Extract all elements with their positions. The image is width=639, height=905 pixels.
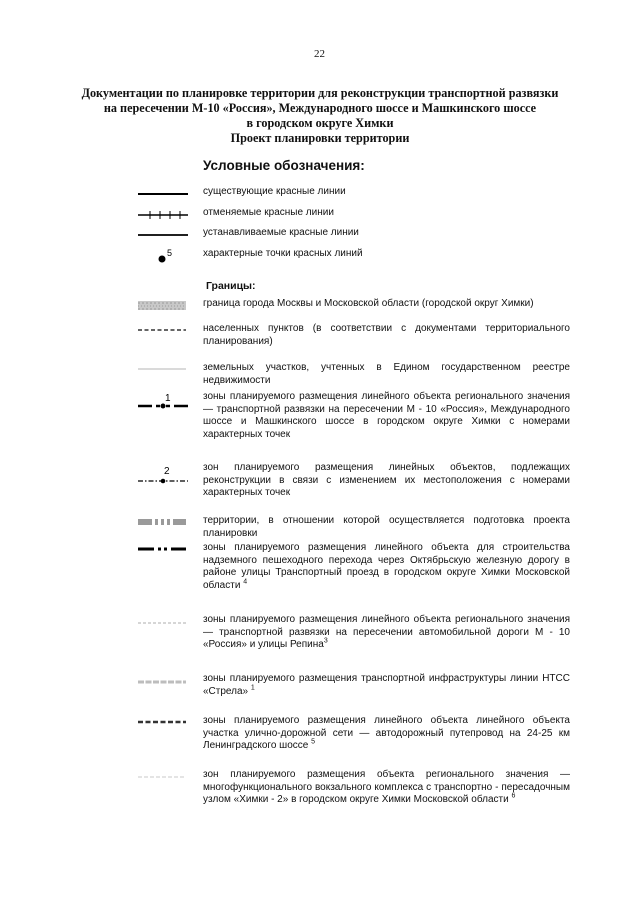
- header-line-1: Документации по планировке территории для реконструкции транспортной развязки: [81, 86, 559, 100]
- legend-item-label: [203, 715, 570, 753]
- dashed-line-icon: [138, 323, 188, 339]
- legend-item-label: [203, 542, 570, 592]
- faint-gray-band-icon: [138, 673, 188, 689]
- legend-item-label: [203, 769, 570, 807]
- very-faint-line-icon: [138, 769, 188, 785]
- dash-dot-marker-icon: [138, 391, 188, 411]
- legend-item-label: [203, 614, 570, 652]
- legend-item-text: зон планируемого размещения объекта регионального значения — многофункционального вокзального комплекса с транспортно - пересадочным узлом «Химки - 2» в городском округе Химки Московской области: [203, 769, 570, 806]
- document-header: [40, 86, 600, 146]
- legend-title: Условные обозначения:: [203, 158, 365, 173]
- faint-dotted-line-icon: [138, 614, 188, 630]
- legend-item-label: характерные точки красных линий: [203, 248, 363, 259]
- solid-thick-line-icon: [138, 186, 188, 202]
- footnote-marker: 5: [311, 738, 316, 746]
- header-line-4: Проект планировки территории: [230, 131, 410, 145]
- legend-item-text: зоны планируемого размещения линейного объекта регионального значения — транспортной развязки на пересечении автомобильной дороги М - 10 «Россия» и улицы Репина: [203, 614, 570, 651]
- page-number: 22: [314, 48, 325, 60]
- hatched-band-icon: [138, 298, 188, 314]
- legend-item-label: земельных участков, учтенных в Едином государственном реестре недвижимости: [203, 362, 570, 386]
- thin-line-icon: [138, 362, 188, 378]
- legend-item-label: территории, в отношении которой осуществляется подготовка проекта планировки: [203, 515, 570, 539]
- header-line-3: в городском округе Химки: [246, 116, 394, 130]
- header-line-2: на пересечении М-10 «Россия», Международного шоссе и Машкинского шоссе: [103, 101, 537, 115]
- legend-item-text: зоны планируемого размещения линейного объекта для строительства надземного пешеходного перехода через Октябрьскую железную дорогу в районе улицы Транспортный проезд в городском округе Химки Московской области: [203, 542, 570, 591]
- boundaries-title: Границы:: [206, 280, 256, 292]
- legend-item-text: зоны планируемого размещения линейного объекта линейного объекта участка улично-дорожной сети — автодорожный путепровод на 24-25 км Ленинградского шоссе: [203, 715, 570, 752]
- legend-item-label: [203, 673, 570, 698]
- legend-item-label: зоны планируемого размещения линейного объекта регионального значения — транспортной развязки на пересечении М - 10 «Россия», Международного шоссе и Машкинского шоссе в городском округе Химки с номерами характерных точек: [203, 391, 570, 440]
- legend-item-label: существующие красные линии: [203, 186, 346, 197]
- footnote-marker: 1: [250, 684, 255, 692]
- footnote-marker: 4: [243, 578, 248, 586]
- legend-item-label: граница города Москвы и Московской области (городской округ Химки): [203, 298, 534, 309]
- dash-dot-marker-thin-icon: [138, 462, 188, 486]
- legend-item-label: населенных пунктов (в соответствии с документами территориального планирования): [203, 323, 570, 347]
- legend-item-label: отменяемые красные линии: [203, 207, 334, 218]
- footnote-marker: 3: [323, 637, 328, 645]
- dark-dashed-line-icon: [138, 715, 188, 731]
- marker-number: 5: [167, 248, 173, 258]
- legend-item-text: зоны планируемого размещения транспортной инфраструктуры линии НТСС «Стрела»: [203, 673, 570, 697]
- dash-dot-thick-icon: [138, 542, 188, 558]
- crossed-line-icon: [138, 207, 188, 223]
- dot-marker-icon: [138, 248, 188, 264]
- footnote-marker: 6: [511, 792, 516, 800]
- marker-number: 2: [164, 466, 170, 477]
- solid-line-icon: [138, 227, 188, 243]
- legend-item-label: зон планируемого размещения линейных объектов, подлежащих реконструкции в связи с изменением их местоположения с номерами характерных точек: [203, 462, 570, 499]
- legend-item-label: устанавливаемые красные линии: [203, 227, 359, 238]
- gray-dashed-band-icon: [138, 515, 188, 531]
- marker-number: 1: [165, 393, 171, 404]
